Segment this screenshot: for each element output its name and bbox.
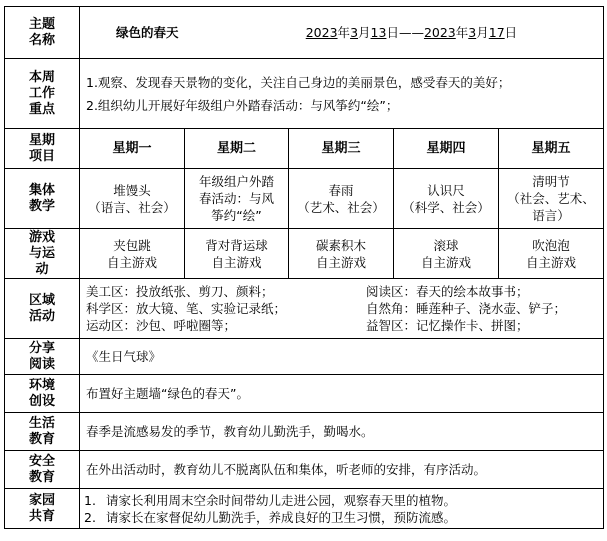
theme-row: [80, 7, 604, 59]
reading-content: 《生日气球》: [80, 339, 604, 375]
games-thursday: 滚球 自主游戏: [394, 229, 499, 279]
start-year: 2023: [305, 25, 338, 40]
theme-name: 绿色的春天: [116, 25, 179, 40]
end-month: 3: [468, 25, 477, 40]
games-tuesday: 背对背运球 自主游戏: [185, 229, 289, 279]
home-school-label: 家园共育: [5, 489, 80, 529]
games-label: 游戏与运动: [5, 229, 80, 279]
area-item: 科学区：放大镜、笔、实验记录纸；: [86, 301, 287, 316]
theme-label-text: 主题名称: [28, 16, 55, 48]
day-friday: 星期五: [499, 129, 604, 169]
weekly-focus-label: 本周工作重点: [5, 59, 80, 129]
life-education-label: 生活教育: [5, 413, 80, 451]
theme-label: [5, 7, 80, 59]
teaching-monday: 堆馒头 （语言、社会）: [80, 169, 185, 229]
end-year: 2023: [423, 25, 456, 40]
environment-content: 布置好主题墙“绿色的春天”。: [80, 375, 604, 413]
focus-item: 2.组织幼儿开展好年级组户外踏春活动：与风筝约“绘”；: [86, 97, 399, 113]
day-tuesday: 星期二: [185, 129, 289, 169]
teaching-wednesday: 春雨 （艺术、社会）: [289, 169, 394, 229]
weekly-plan-table: [4, 6, 604, 529]
list-item: 2. 请家长在家督促幼儿勤洗手，养成良好的卫生习惯，预防流感。: [84, 509, 457, 525]
home-school-content: [80, 489, 604, 529]
area-item: 阅读区：春天的绘本故事书；: [366, 284, 529, 299]
day-thursday: 星期四: [394, 129, 499, 169]
games-friday: 吹泡泡 自主游戏: [499, 229, 604, 279]
games-monday: 夹包跳 自主游戏: [80, 229, 185, 279]
date-range: 2023年3月13日——2023年3月17日: [305, 25, 518, 40]
area-item: 益智区：记忆操作卡、拼图；: [366, 318, 529, 333]
group-teaching-label: 集体教学: [5, 169, 80, 229]
days-label: 星期项目: [5, 129, 80, 169]
weekly-focus-content: [80, 59, 604, 129]
end-day: 17: [488, 25, 505, 40]
games-wednesday: 碳素积木 自主游戏: [289, 229, 394, 279]
area-item: 自然角：睡莲种子、浇水壶、铲子；: [366, 301, 567, 316]
day-monday: 星期一: [80, 129, 185, 169]
focus-item: 1.观察、发现春天景物的变化，关注自己身边的美丽景色，感受春天的美好；: [86, 74, 511, 90]
teaching-friday: 清明节 （社会、艺术、 语言）: [499, 169, 604, 229]
safety-education-label: 安全教育: [5, 451, 80, 489]
area-activities-label: 区域活动: [5, 279, 80, 339]
safety-education-content: 在外出活动时，教育幼儿不脱离队伍和集体，听老师的安排，有序活动。: [80, 451, 604, 489]
area-item: 运动区：沙包、呼啦圈等；: [86, 318, 237, 333]
start-month: 3: [350, 25, 359, 40]
list-item: 1. 请家长利用周末空余时间带幼儿走进公园，观察春天里的植物。: [84, 492, 457, 508]
day-wednesday: 星期三: [289, 129, 394, 169]
area-activities-content: [80, 279, 604, 339]
environment-label: 环境创设: [5, 375, 80, 413]
area-item: 美工区：投放纸张、剪刀、颜料；: [86, 284, 274, 299]
teaching-tuesday: 年级组户外踏 春活动：与风 筝约“绘”: [185, 169, 289, 229]
start-day: 13: [370, 25, 387, 40]
teaching-thursday: 认识尺 （科学、社会）: [394, 169, 499, 229]
reading-label: 分享阅读: [5, 339, 80, 375]
life-education-content: 春季是流感易发的季节，教育幼儿勤洗手，勤喝水。: [80, 413, 604, 451]
